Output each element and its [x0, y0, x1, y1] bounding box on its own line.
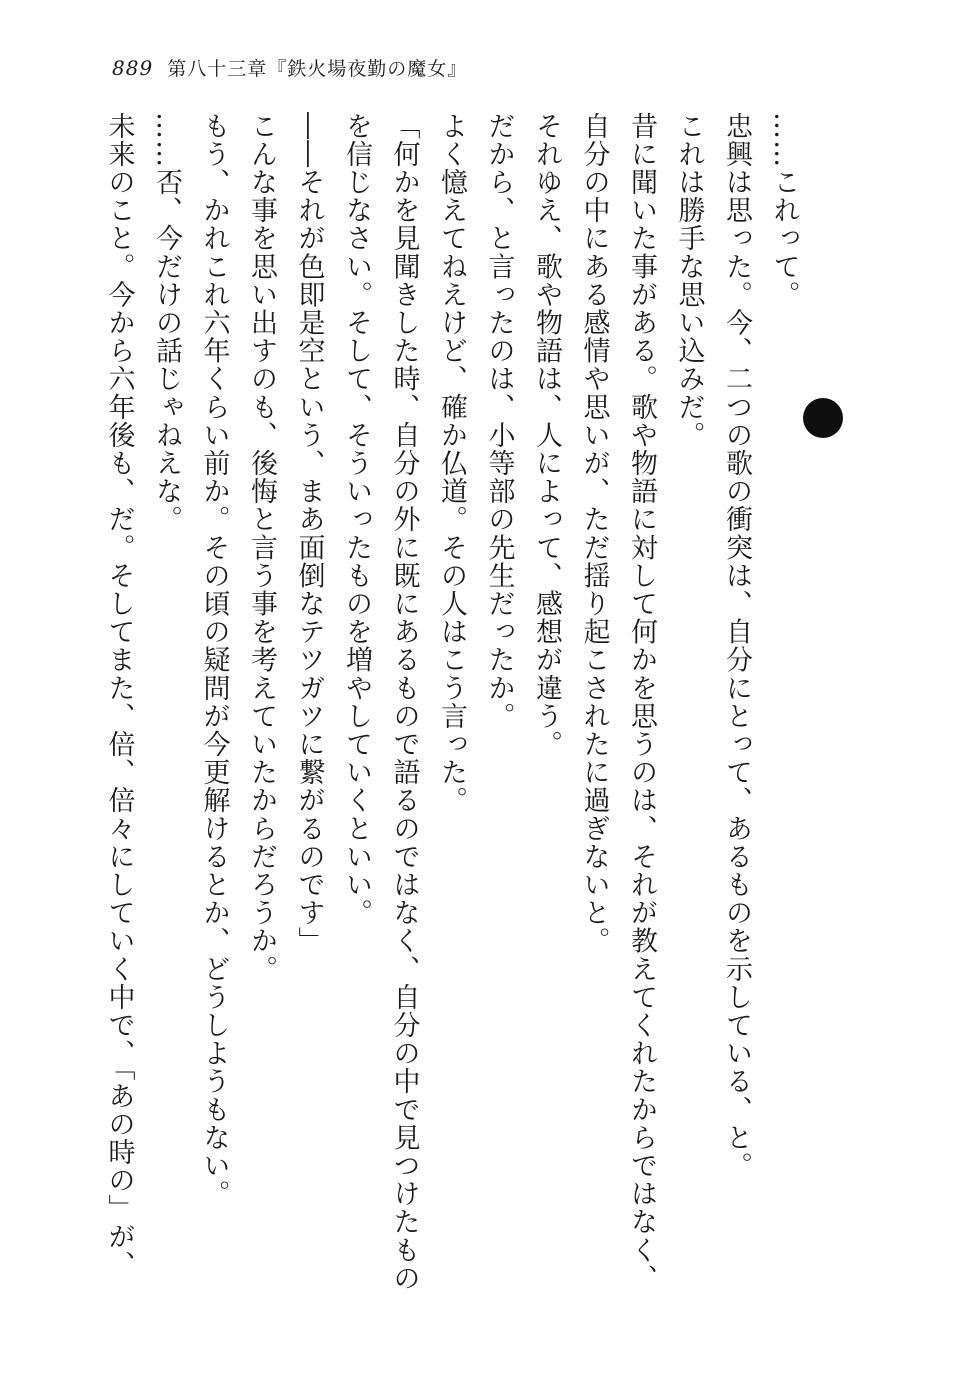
chapter-title: 第八十三章『鉄火場夜勤の魔女』 — [167, 58, 468, 80]
text-line: 昔に聞いた事がある。歌や物語に対して何かを思うのは、それが教えてくれたからではなく、 — [626, 112, 657, 1293]
text-line: もう、かれこれ六年くらい前か。その頃の疑問が今更解けるとか、どうしようもない。 — [198, 112, 230, 1208]
page-number: 889 — [112, 56, 154, 80]
text-line-blank — [808, 112, 856, 1312]
body-text — [95, 112, 855, 1312]
text-line: これは勝手な思い込みだ。 — [673, 112, 705, 450]
text-line: 未来のこと。今から六年後も、だ。そしてまた、倍、倍々にしていく中で、「あの時の」が、 — [103, 112, 135, 1279]
text-line: それゆえ、歌や物語は、人によって、感想が違う。 — [531, 112, 562, 759]
text-line: を信じなさい。そして、そういったものを増やしていくといい。 — [341, 112, 372, 927]
text-line: 「何かを見聞きした時、自分の外に既にあるもので語るのではなく、自分の中で見つけたもの — [388, 112, 420, 1293]
text-line: ……否、今だけの話じゃねえな。 — [151, 112, 182, 534]
text-line: ……これって。 — [768, 112, 800, 309]
text-line: 忠興は思った。今、二つの歌の衝突は、自分にとって、あるものを示している、と。 — [721, 112, 752, 1180]
text-line: 自分の中にある感情や思いが、ただ揺り起こされたに過ぎないと。 — [578, 112, 610, 955]
text-line: よく憶えてねえけど、確か仏道。その人はこう言った。 — [436, 112, 467, 815]
text-line: だから、と言ったのは、小等部の先生だったか。 — [483, 112, 515, 731]
text-line: ――それが色即是空という、まあ面倒なテツガツに繋がるのです」 — [293, 112, 325, 955]
text-line: こんな事を思い出すのも、後悔と言う事を考えていたからだろうか。 — [246, 112, 277, 984]
running-header — [112, 54, 467, 88]
